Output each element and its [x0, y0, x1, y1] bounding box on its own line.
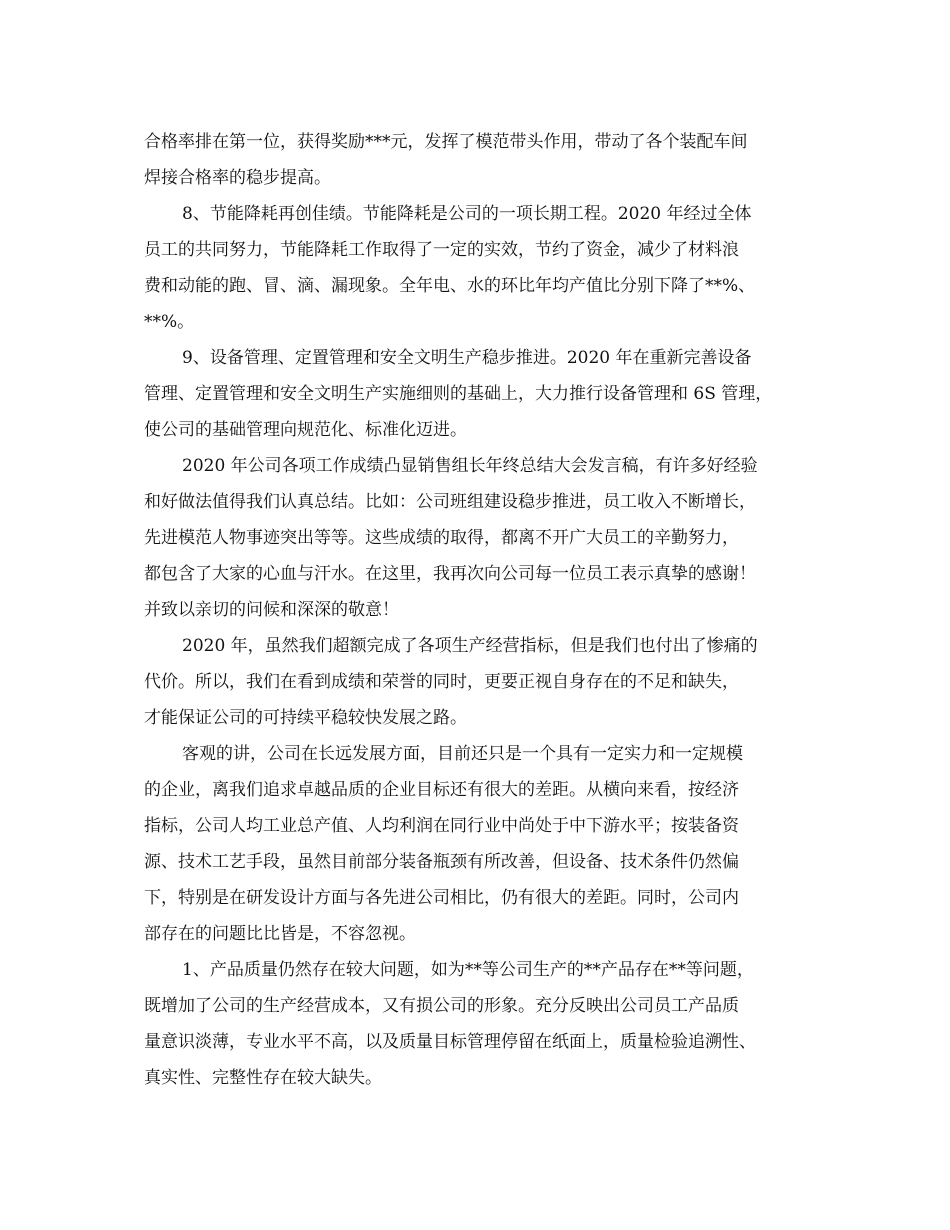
text-line: 都包含了大家的心血与汗水。在这里，我再次向公司每一位员工表示真挚的感谢！ — [144, 564, 756, 584]
text-line: 2020 年公司各项工作成绩凸显销售组长年终总结大会发言稿，有许多好经验 — [182, 456, 758, 476]
text-line: 8、节能降耗再创佳绩。节能降耗是公司的一项长期工程。2020 年经过全体 — [182, 204, 752, 224]
text-line: 员工的共同努力，节能降耗工作取得了一定的实效，节约了资金，减少了材料浪 — [144, 240, 739, 260]
paragraph-7 — [144, 952, 814, 1096]
text-line: 客观的讲，公司在长远发展方面，目前还只是一个具有一定实力和一定规模 — [182, 744, 743, 764]
text-line: 指标，公司人均工业总产值、人均利润在同行业中尚处于中下游水平；按装备资 — [144, 816, 739, 836]
text-line: 使公司的基础管理向规范化、标准化迈进。 — [144, 420, 467, 440]
paragraph-6 — [144, 736, 814, 952]
text-line: 和好做法值得我们认真总结。比如：公司班组建设稳步推进，员工收入不断增长， — [144, 492, 756, 512]
text-line: **%。 — [144, 312, 195, 332]
text-line: 焊接合格率的稳步提高。 — [144, 168, 331, 188]
text-line: 并致以亲切的问候和深深的敬意！ — [144, 600, 399, 620]
text-line: 9、设备管理、定置管理和安全文明生产稳步推进。2020 年在重新完善设备 — [182, 348, 752, 368]
text-line: 部存在的问题比比皆是，不容忽视。 — [144, 924, 416, 944]
text-line: 2020 年，虽然我们超额完成了各项生产经营指标，但是我们也付出了惨痛的 — [182, 636, 758, 656]
text-line: 源、技术工艺手段，虽然目前部分装备瓶颈有所改善，但设备、技术条件仍然偏 — [144, 852, 739, 872]
paragraph-5 — [144, 628, 814, 736]
text-line: 既增加了公司的生产经营成本，又有损公司的形象。充分反映出公司员工产品质 — [144, 996, 739, 1016]
paragraph-2 — [144, 196, 814, 340]
text-line: 1、产品质量仍然存在较大问题，如为**等公司生产的**产品存在**等问题， — [182, 960, 754, 980]
text-line: 才能保证公司的可持续平稳较快发展之路。 — [144, 708, 467, 728]
text-line: 费和动能的跑、冒、滴、漏现象。全年电、水的环比年均产值比分别下降了**%、 — [144, 276, 756, 296]
document-body — [144, 124, 814, 1096]
paragraph-1 — [144, 124, 814, 196]
paragraph-4 — [144, 448, 814, 628]
text-line: 量意识淡薄，专业水平不高，以及质量目标管理停留在纸面上，质量检验追溯性、 — [144, 1032, 756, 1052]
text-line: 真实性、完整性存在较大缺失。 — [144, 1068, 382, 1088]
text-line: 管理、定置管理和安全文明生产实施细则的基础上，大力推行设备管理和 6S 管理， — [144, 384, 773, 404]
text-line: 代价。所以，我们在看到成绩和荣誉的同时，更要正视自身存在的不足和缺失， — [144, 672, 739, 692]
text-line: 下，特别是在研发设计方面与各先进公司相比，仍有很大的差距。同时，公司内 — [144, 888, 739, 908]
text-line: 合格率排在第一位，获得奖励***元，发挥了模范带头作用，带动了各个装配车间 — [144, 132, 748, 152]
paragraph-3 — [144, 340, 814, 448]
text-line: 先进模范人物事迹突出等等。这些成绩的取得，都离不开广大员工的辛勤努力， — [144, 528, 739, 548]
text-line: 的企业，离我们追求卓越品质的企业目标还有很大的差距。从横向来看，按经济 — [144, 780, 739, 800]
